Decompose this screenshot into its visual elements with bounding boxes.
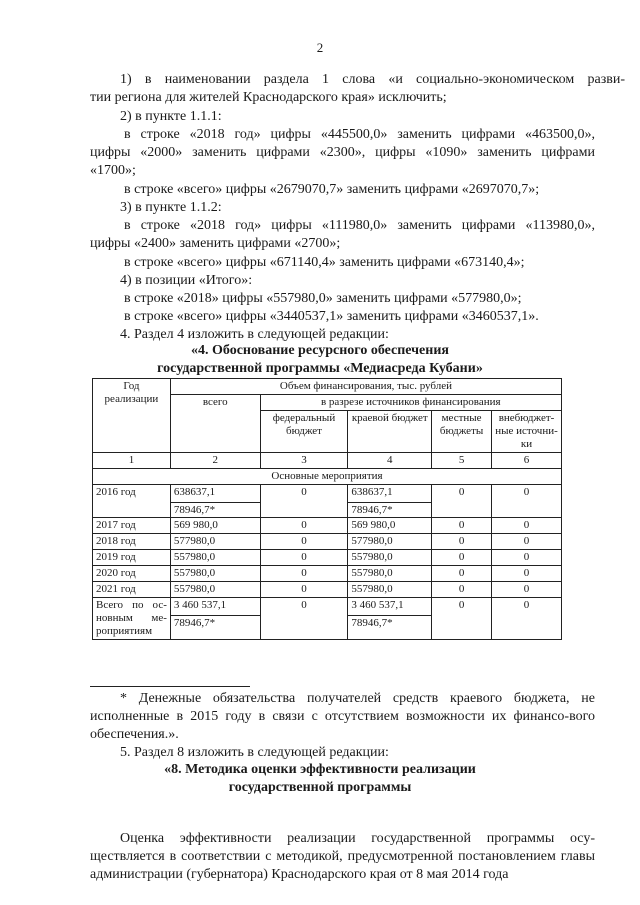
regional-cell: 577980,0 <box>348 534 432 550</box>
column-number: 4 <box>348 453 432 469</box>
total-cell: 577980,0 <box>170 534 260 550</box>
total-cell: 569 980,0 <box>170 518 260 534</box>
header-regional: краевой бюджет <box>348 411 432 453</box>
local-cell: 0 <box>432 518 492 534</box>
text-line: 1) в наименовании раздела 1 слова «и социально-экономическом разви- <box>120 72 625 87</box>
extrabudget-cell: 0 <box>492 550 562 566</box>
text-line: цифры «2400» заменить цифрами «2700»; <box>90 236 341 251</box>
column-number: 1 <box>93 453 171 469</box>
federal-cell: 0 <box>260 485 348 518</box>
regional-value-extra: 78946,7* <box>348 502 431 517</box>
extrabudget-cell: 0 <box>492 566 562 582</box>
total-cell: 557980,0 <box>170 566 260 582</box>
year-cell: 2020 год <box>93 566 171 582</box>
regional-cell: 569 980,0 <box>348 518 432 534</box>
regional-cell: 557980,0 <box>348 550 432 566</box>
local-cell: 0 <box>432 598 492 640</box>
header-year: Год реализации <box>93 379 171 453</box>
text-line: 3) в пункте 1.1.2: <box>120 200 222 215</box>
year-cell: 2021 год <box>93 582 171 598</box>
year-cell: Всего по ос-новным ме-роприятиям <box>93 598 171 640</box>
table-row <box>93 566 562 582</box>
total-cell: 557980,0 <box>170 582 260 598</box>
total-value-extra: 78946,7* <box>171 502 260 517</box>
page-number: 2 <box>316 40 324 55</box>
section-4-heading: «4. Обоснование ресурсного обеспечения <box>191 343 449 358</box>
text-line: 2) в пункте 1.1.1: <box>120 109 222 124</box>
section-8-heading: «8. Методика оценки эффективности реализации <box>164 762 476 777</box>
regional-cell <box>348 598 432 640</box>
local-cell: 0 <box>432 485 492 518</box>
local-cell: 0 <box>432 566 492 582</box>
total-value: 3 460 537,1 <box>173 599 227 611</box>
table-row <box>93 534 562 550</box>
footnote: * Денежные обязательства получателей средств краевого бюджета, не исполненные в 2015 году в связи с отсутствием возможности их финансо-вого обеспечения.». <box>90 691 595 742</box>
column-number: 3 <box>260 453 348 469</box>
extrabudget-cell: 0 <box>492 582 562 598</box>
column-number: 2 <box>170 453 260 469</box>
footnote-separator <box>90 686 250 687</box>
text-line: в строке «всего» цифры «671140,4» заменить цифрами «673140,4»; <box>124 255 525 270</box>
federal-cell: 0 <box>260 582 348 598</box>
federal-cell: 0 <box>260 550 348 566</box>
local-cell: 0 <box>432 534 492 550</box>
year-cell: 2017 год <box>93 518 171 534</box>
text-line: в строке «2018» цифры «557980,0» заменить цифрами «577980,0»; <box>124 291 522 306</box>
local-cell: 0 <box>432 550 492 566</box>
text-line: в строке «всего» цифры «3440537,1» заменить цифрами «3460537,1». <box>124 309 539 324</box>
year-cell: 2019 год <box>93 550 171 566</box>
text-line: цифры «2000» заменить цифрами «2300», цифры «1090» заменить цифрами <box>90 145 595 160</box>
regional-cell: 557980,0 <box>348 566 432 582</box>
text-line: в строке «2018 год» цифры «445500,0» заменить цифрами «463500,0», <box>124 127 595 142</box>
section-4-heading-line2: государственной программы «Медиасреда Кубани» <box>157 361 483 376</box>
extrabudget-cell: 0 <box>492 485 562 518</box>
financing-table <box>92 378 562 640</box>
table-row-total <box>93 598 562 640</box>
text-line: тии региона для жителей Краснодарского края» исключить; <box>90 90 447 105</box>
total-cell: 557980,0 <box>170 550 260 566</box>
federal-cell: 0 <box>260 518 348 534</box>
table-row <box>93 485 562 518</box>
header-volume: Объем финансирования, тыс. рублей <box>170 379 561 395</box>
column-number: 5 <box>432 453 492 469</box>
header-total: всего <box>170 395 260 453</box>
table-row <box>93 550 562 566</box>
text-line: 4) в позиции «Итого»: <box>120 273 253 288</box>
federal-cell: 0 <box>260 534 348 550</box>
total-cell <box>170 485 260 518</box>
regional-cell <box>348 485 432 518</box>
text-line: 4. Раздел 4 изложить в следующей редакции: <box>120 327 389 342</box>
final-paragraph: Оценка эффективности реализации государственной программы осу-ществляется в соответствии с методикой, предусмотренной постановлением главы администрации (губернатора) Краснодарского края от 8 мая 2014 года <box>90 831 595 882</box>
local-cell: 0 <box>432 582 492 598</box>
section-row: Основные мероприятия <box>93 469 562 485</box>
section-8-heading-line2: государственной программы <box>228 780 412 795</box>
total-value-extra: 78946,7* <box>171 615 260 630</box>
text-line: в строке «всего» цифры «2679070,7» заменить цифрами «2697070,7»; <box>124 182 540 197</box>
header-federal: федеральный бюджет <box>260 411 348 453</box>
column-number: 6 <box>492 453 562 469</box>
text-line: 5. Раздел 8 изложить в следующей редакции: <box>120 745 389 760</box>
table-row <box>93 518 562 534</box>
regional-value: 638637,1 <box>351 486 393 498</box>
federal-cell: 0 <box>260 566 348 582</box>
federal-cell: 0 <box>260 598 348 640</box>
year-cell: 2016 год <box>93 485 171 518</box>
header-extrabudget: внебюджет-ные источни-ки <box>492 411 562 453</box>
year-cell: 2018 год <box>93 534 171 550</box>
text-line: в строке «2018 год» цифры «111980,0» заменить цифрами «113980,0», <box>124 218 595 233</box>
table-row <box>93 582 562 598</box>
header-sources: в разрезе источников финансирования <box>260 395 561 411</box>
text-line: «1700»; <box>90 163 136 178</box>
regional-value-extra: 78946,7* <box>348 615 431 630</box>
extrabudget-cell: 0 <box>492 534 562 550</box>
extrabudget-cell: 0 <box>492 518 562 534</box>
column-number-row <box>93 453 562 469</box>
extrabudget-cell: 0 <box>492 598 562 640</box>
total-cell <box>170 598 260 640</box>
header-local: местные бюджеты <box>432 411 492 453</box>
regional-cell: 557980,0 <box>348 582 432 598</box>
total-value: 638637,1 <box>173 486 216 498</box>
regional-value: 3 460 537,1 <box>351 599 404 611</box>
